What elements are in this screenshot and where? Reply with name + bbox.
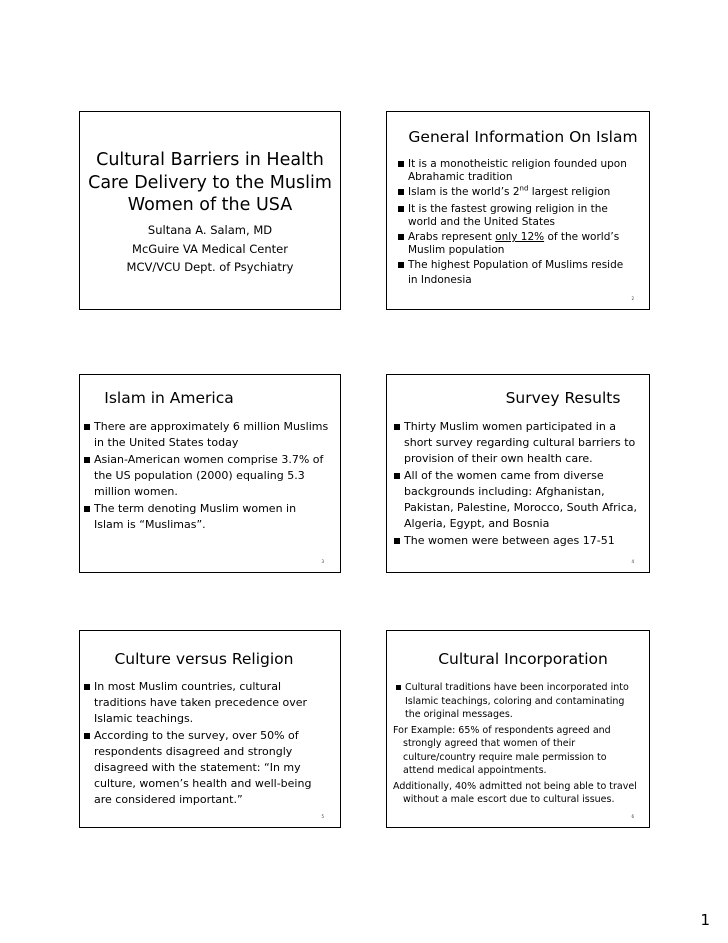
bullet-square-icon [394,473,400,479]
slide-5-title: Culture versus Religion [114,650,294,668]
slide-5-page-number: 5 [321,814,324,819]
list-item: Asian-American women comprise 3.7% of the US population (2000) equaling 5.3 million women. [84,452,339,500]
bullet-square-icon [398,189,404,195]
bullet-square-icon [396,685,401,690]
bullet-square-icon [398,206,404,212]
list-item: Arabs represent only 12% of the world’s Muslim population [398,229,648,256]
slide-3 [79,374,341,573]
slide-5-bullets [84,679,339,809]
slide-4-page-number: 4 [631,559,634,564]
bullet-square-icon [84,457,90,463]
slide-3-title: Islam in America [104,389,234,407]
slide-6 [386,630,650,828]
slide-2-bullets [398,156,648,288]
slide-1 [79,111,341,310]
list-item: It is a monotheistic religion founded upon Abrahamic tradition [398,156,648,183]
list-item: According to the survey, over 50% of respondents disagreed and strongly disagreed with the statement: “In my culture, women’s health and well-being are considered important.” [84,728,339,808]
slide-1-affiliation-1: McGuire VA Medical Center [132,242,288,256]
slide-1-title-line: Women of the USA [127,195,293,215]
slide-4-title: Survey Results [505,389,621,407]
slide-6-title: Cultural Incorporation [438,650,608,668]
slide-6-page-number: 6 [631,814,634,819]
list-item: Cultural traditions have been incorporated into Islamic teachings, coloring and contaminating the original messages. [393,681,648,722]
list-item: The term denoting Muslim women in Islam is “Muslimas”. [84,501,339,533]
slide-2-title: General Information On Islam [408,128,638,146]
slide-1-affiliation-2: MCV/VCU Dept. of Psychiatry [126,260,294,274]
slide-1-title [80,149,340,217]
slide-6-body [393,681,648,807]
slide-3-bullets [84,419,339,534]
slide-2-page-number: 2 [631,296,634,301]
bullet-square-icon [398,161,404,167]
slide-1-title-line: Cultural Barriers in Health [96,150,324,170]
list-item: There are approximately 6 million Muslims in the United States today [84,419,339,451]
slide-4-bullets [394,419,649,550]
list-item: The highest Population of Muslims reside in Indonesia [398,257,648,287]
bullet-square-icon [84,684,90,690]
slide-3-page-number: 3 [321,559,324,564]
slide-4 [386,374,650,573]
list-item: Islam is the world’s 2nd largest religion [398,184,648,200]
bullet-square-icon [398,234,404,240]
bullet-square-icon [394,424,400,430]
list-item: All of the women came from diverse backgrounds including: Afghanistan, Pakistan, Palestine, Morocco, South Africa, Algeria, Egypt, and Bosnia [394,468,649,532]
slide-5 [79,630,341,828]
page-number: 1 [700,911,710,929]
bullet-square-icon [398,262,404,268]
bullet-square-icon [84,424,90,430]
list-item: Thirty Muslim women participated in a short survey regarding cultural barriers to provision of their own health care. [394,419,649,467]
bullet-square-icon [84,506,90,512]
bullet-square-icon [394,538,400,544]
slide-6-paragraph-1: For Example: 65% of respondents agreed and strongly agreed that women of their culture/country require male permission to attend medical appointments. [393,724,611,776]
slide-1-author: Sultana A. Salam, MD [147,223,273,237]
list-item: The women were between ages 17-51 [394,533,649,549]
list-item: In most Muslim countries, cultural traditions have taken precedence over Islamic teachings. [84,679,339,727]
slide-2 [386,111,650,310]
bullet-square-icon [84,733,90,739]
underlined-figure: only 12% [495,231,545,243]
slide-6-paragraph-2: Additionally, 40% admitted not being able to travel without a male escort due to cultural issues. [393,780,637,805]
list-item: It is the fastest growing religion in the world and the United States [398,201,648,228]
slide-1-title-line: Care Delivery to the Muslim [88,172,332,193]
